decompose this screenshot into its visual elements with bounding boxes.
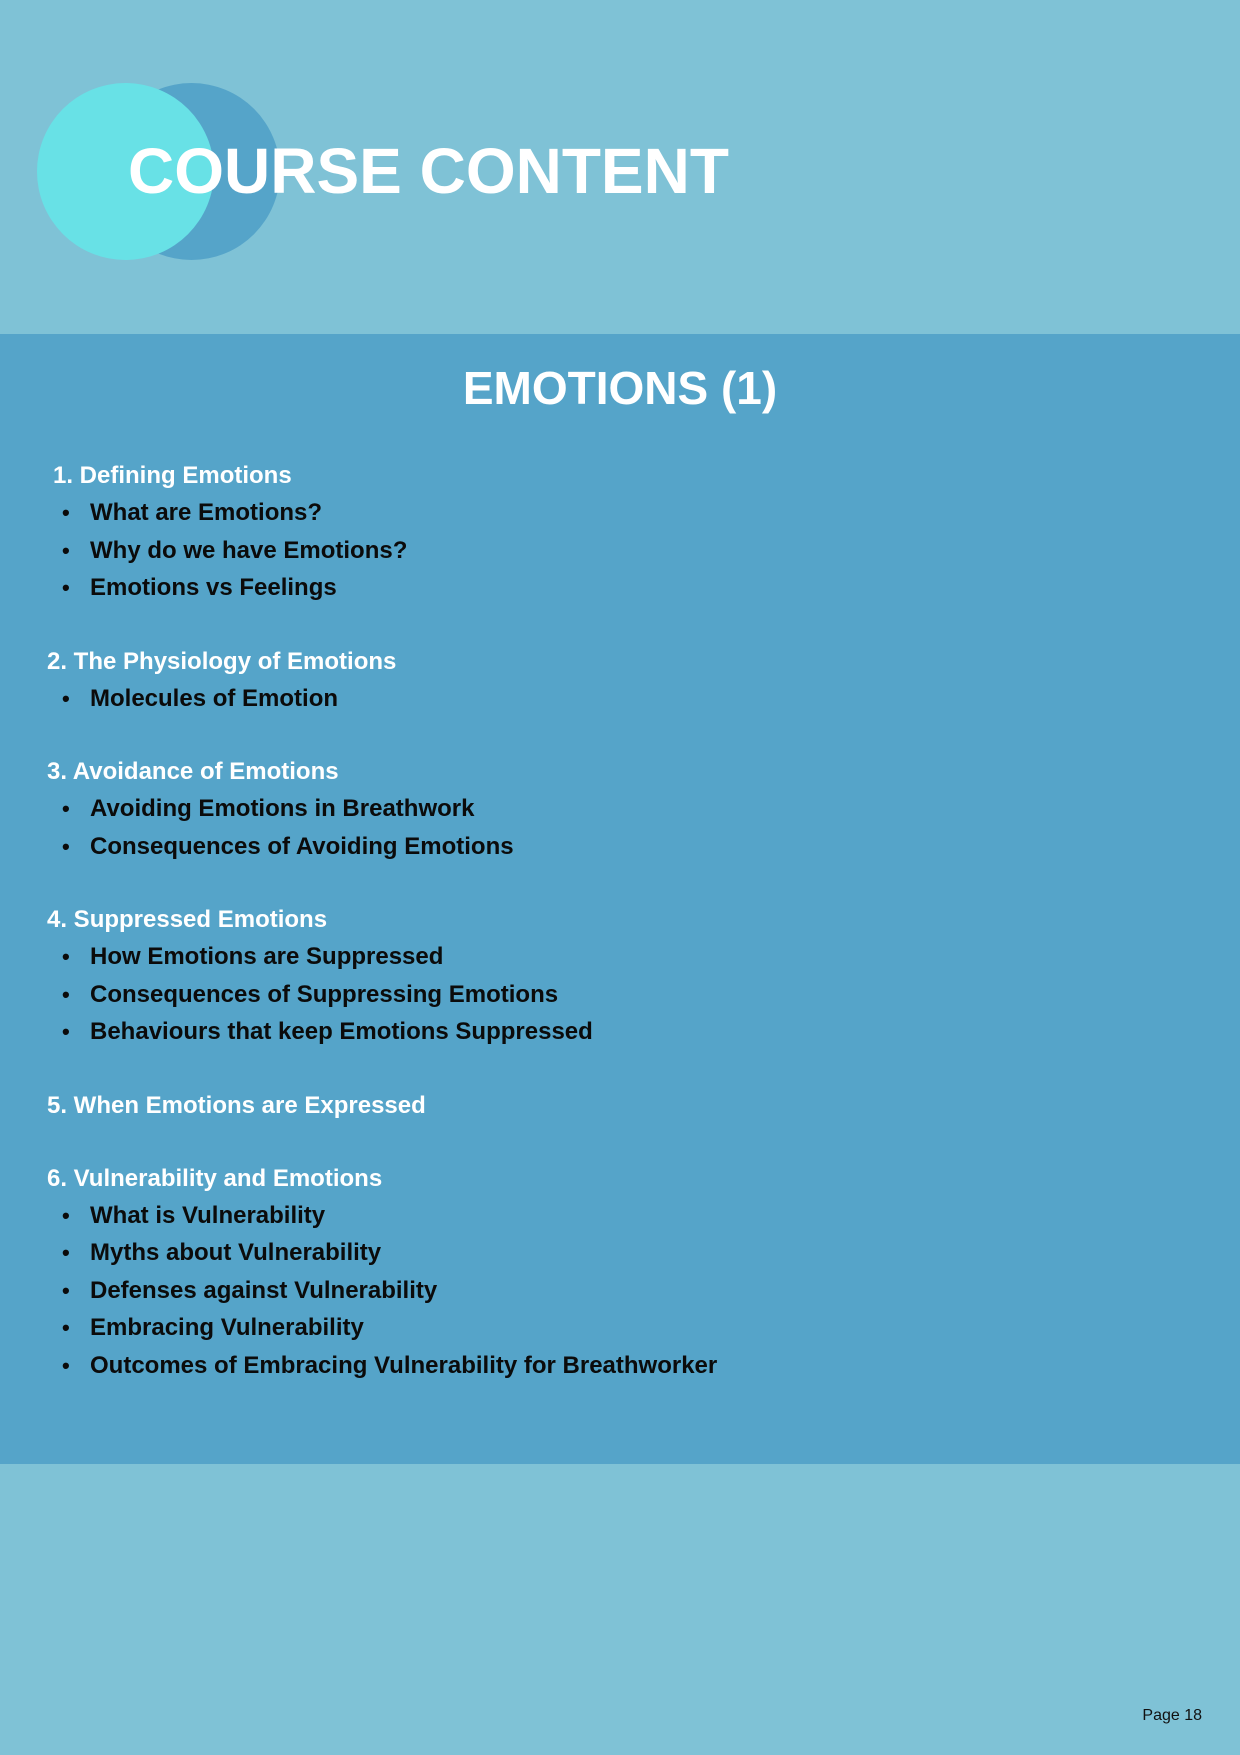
bullet-icon: • [62,1019,70,1044]
subtopic-label: Outcomes of Embracing Vulnerability for Breathworker [90,1351,718,1379]
content-panel [0,334,1240,1464]
subtopic-label: Consequences of Avoiding Emotions [90,832,514,860]
topic-heading: 3. Avoidance of Emotions [47,758,339,785]
bullet-icon: • [62,1202,70,1228]
bullet-icon: • [62,500,70,525]
topic-heading: 6. Vulnerability and Emotions [47,1164,383,1192]
bullet-icon: • [62,1277,70,1303]
list-item [47,532,1197,570]
subtopic-label: Behaviours that keep Emotions Suppressed [90,1018,593,1045]
topic-5 [47,1088,1197,1124]
subtopic-list [47,790,1197,865]
subtopic-label: What is Vulnerability [90,1201,326,1229]
list-item [47,1234,1197,1272]
topic-4 [47,902,1197,1051]
page-number: Page 18 [1142,1707,1202,1724]
list-item [47,680,1197,718]
bullet-icon: • [62,1315,70,1340]
list-item [47,1272,1197,1310]
topic-1 [47,458,1197,607]
page-title: COURSE CONTENT [128,135,729,207]
list-item [47,494,1197,532]
list-item [47,1309,1197,1347]
bullet-icon: • [62,1240,70,1265]
list-item [47,790,1197,828]
list-item [47,1013,1197,1051]
page-header [0,0,1240,334]
bullet-icon: • [62,796,70,821]
bullet-icon: • [62,981,70,1007]
bullet-icon: • [62,944,70,969]
subtopic-label: Avoiding Emotions in Breathwork [90,795,475,822]
subtopic-list [47,494,1197,607]
topic-heading: 4. Suppressed Emotions [47,906,328,933]
section-title: EMOTIONS (1) [462,362,778,414]
subtopic-label: How Emotions are Suppressed [90,943,444,970]
topic-heading: 2. The Physiology of Emotions [47,647,397,675]
subtopic-list [47,680,1197,718]
topic-list [47,458,1197,1421]
topic-2 [47,644,1197,718]
list-item [47,976,1197,1014]
list-item [47,1197,1197,1235]
bullet-icon: • [62,685,70,711]
topic-heading: 5. When Emotions are Expressed [47,1091,426,1119]
topic-3 [47,754,1197,865]
topic-6 [47,1161,1197,1385]
list-item [47,1347,1197,1385]
bullet-icon: • [62,575,70,600]
subtopic-list [47,938,1197,1051]
subtopic-label: What are Emotions? [90,499,323,526]
list-item [47,569,1197,607]
subtopic-label: Embracing Vulnerability [90,1314,364,1341]
subtopic-label: Emotions vs Feelings [90,574,337,601]
subtopic-label: Defenses against Vulnerability [90,1276,438,1304]
bullet-icon: • [62,1352,70,1378]
subtopic-label: Why do we have Emotions? [90,536,408,564]
list-item [47,938,1197,976]
subtopic-list [47,1197,1197,1385]
bullet-icon: • [62,833,70,859]
topic-heading: 1. Defining Emotions [53,462,292,489]
subtopic-label: Molecules of Emotion [90,684,339,712]
bullet-icon: • [62,537,70,563]
subtopic-label: Myths about Vulnerability [90,1239,382,1266]
subtopic-label: Consequences of Suppressing Emotions [90,980,559,1008]
list-item [47,828,1197,866]
